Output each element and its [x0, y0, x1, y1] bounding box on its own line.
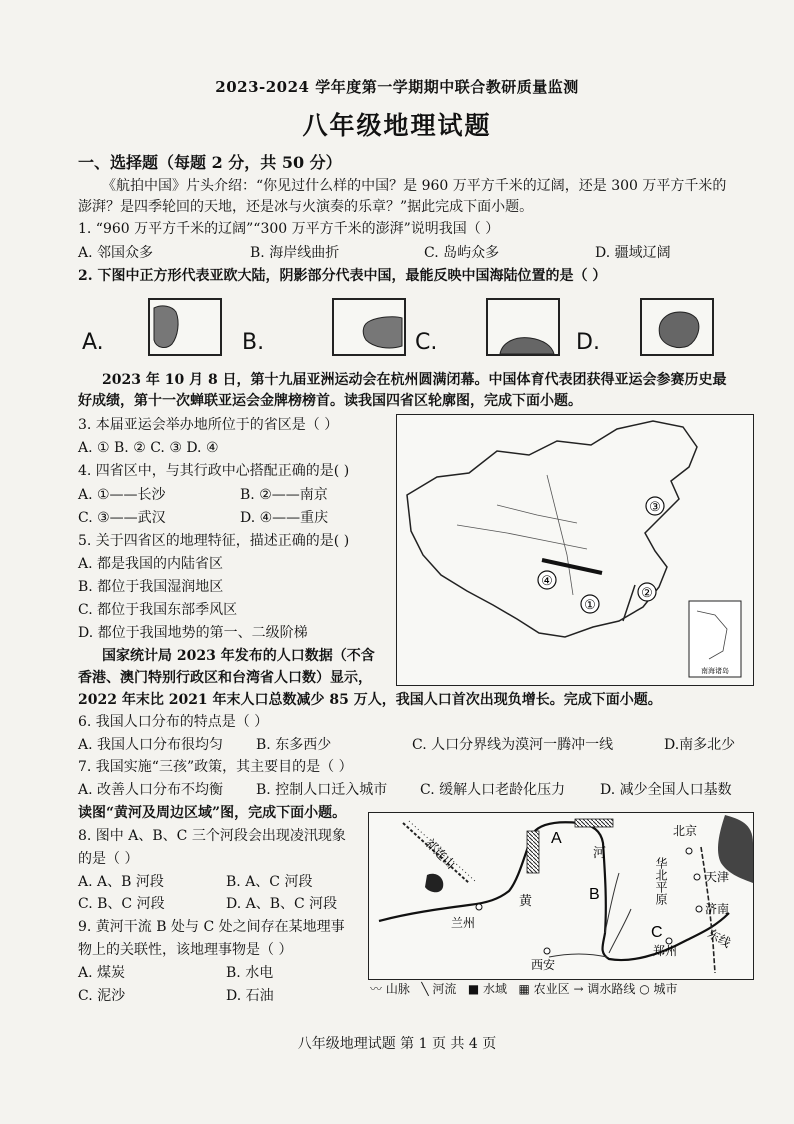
label-c: C — [651, 924, 663, 941]
intro1-line1: 《航拍中国》片头介绍：“你见过什么样的中国？是 960 万平方千米的辽阔，还是 300 万平方千米的 — [102, 178, 727, 194]
yellow-river-svg — [369, 813, 753, 979]
south-sea-inset — [689, 601, 741, 677]
label-lanzhou: 兰州 — [451, 916, 476, 930]
legend-mountain: 山脉 — [385, 982, 410, 996]
q4-option-a: A. ①——长沙 — [78, 487, 166, 503]
intro2-line1: 2023 年 10 月 8 日，第十九届亚洲运动会在杭州圆满闭幕。中国体育代表团获得亚运会参赛历史最 — [102, 372, 727, 388]
exam-title-line1: 2023-2024 学年度第一学期期中联合教研质量监测 — [215, 78, 579, 96]
q5-option-b: B. 都位于我国湿润地区 — [78, 579, 224, 595]
label-zhengzhou: 郑州 — [653, 944, 678, 958]
label-b: B — [589, 886, 600, 903]
river-legend-icon: ╲ — [421, 982, 429, 996]
china-provinces-map — [396, 414, 754, 686]
q5-option-d: D. 都位于我国地势的第一、二级阶梯 — [78, 625, 308, 641]
q2-label-a: A. — [82, 330, 104, 355]
label-tianjin: 天津 — [705, 870, 730, 884]
label-huang: 黄 — [519, 894, 533, 909]
q2-label-c: C. — [415, 330, 438, 355]
inset-caption: 南海诸岛 — [701, 667, 729, 675]
q2-label-b: B. — [242, 330, 265, 355]
intro1-line2: 澎湃？是四季轮回的天地，还是冰与火演奏的乐章？”据此完成下面小题。 — [78, 199, 534, 215]
q9-option-c: C. 泥沙 — [78, 988, 126, 1004]
label-east-route: 东线 — [705, 926, 734, 951]
q8-option-c: C. B、C 河段 — [78, 896, 165, 912]
yellow-river-map — [368, 812, 754, 980]
q5-option-a: A. 都是我国的内陆省区 — [78, 556, 224, 572]
legend-water: 水域 — [483, 982, 508, 996]
q9-option-a: A. 煤炭 — [78, 965, 126, 981]
q6-option-a: A. 我国人口分布很均匀 — [78, 737, 224, 753]
q9-stem-line1: 9. 黄河干流 B 处与 C 处之间存在某地理事 — [78, 919, 345, 935]
province-label-3: ③ — [649, 500, 661, 515]
q7-option-b: B. 控制人口迁入城市 — [256, 782, 388, 798]
q6-option-b: B. 东多西少 — [256, 737, 332, 753]
intro3-line3: 2022 年末比 2021 年末人口总数减少 85 万人，我国人口首次出现负增长。完成下面小题。 — [78, 692, 662, 708]
q1-stem: 1. “960 万平方千米的辽阔”“300 万平方千米的澎湃”说明我国（ ） — [78, 221, 500, 237]
province-label-4: ④ — [541, 574, 553, 589]
q6-option-c: C. 人口分界线为漠河一腾冲一线 — [412, 737, 614, 753]
q2-shape-a — [150, 300, 220, 354]
farm-legend-icon: ▦ — [518, 982, 530, 996]
q6-option-d: D.南多北少 — [664, 737, 736, 753]
q2-diagram-d — [640, 298, 714, 356]
label-beijing: 北京 — [673, 824, 698, 838]
q3-options: A. ① B. ② C. ③ D. ④ — [78, 440, 219, 456]
q8-stem-line1: 8. 图中 A、B、C 三个河段会出现凌汛现象 — [78, 828, 346, 844]
q2-shape-d — [642, 300, 712, 354]
q2-diagram-c — [486, 298, 560, 356]
exam-title-line2: 八年级地理试题 — [302, 111, 492, 140]
intro4: 读图“黄河及周边区域”图，完成下面小题。 — [78, 805, 347, 821]
q4-option-c: C. ③——武汉 — [78, 510, 166, 526]
q5-option-c: C. 都位于我国东部季风区 — [78, 602, 238, 618]
china-outline-svg — [397, 415, 753, 685]
q4-option-b: B. ②——南京 — [240, 487, 328, 503]
q2-diagram-a — [148, 298, 222, 356]
q7-option-a: A. 改善人口分布不均衡 — [78, 782, 224, 798]
q1-option-b: B. 海岸线曲折 — [250, 245, 340, 261]
mountain-legend-icon: 〰 — [370, 982, 383, 996]
q8-option-d: D. A、B、C 河段 — [226, 896, 338, 912]
q1-option-d: D. 疆域辽阔 — [595, 245, 671, 261]
q9-stem-line2: 物上的关联性，该地理事物是（ ） — [78, 942, 293, 958]
label-xian: 西安 — [531, 958, 556, 972]
province-label-1: ① — [584, 598, 596, 613]
q8-stem-line2: 的是（ ） — [78, 851, 139, 867]
label-he: 河 — [593, 846, 607, 861]
map-legend — [370, 980, 678, 997]
q4-stem: 4. 四省区中，与其行政中心搭配正确的是( ) — [78, 463, 350, 479]
label-jinan: 济南 — [705, 902, 730, 916]
q4-option-d: D. ④——重庆 — [240, 510, 329, 526]
province-label-2: ② — [641, 586, 653, 601]
legend-river: 河流 — [432, 982, 457, 996]
q2-stem: 2. 下图中正方形代表亚欧大陆，阴影部分代表中国，最能反映中国海陆位置的是（ ） — [78, 268, 607, 284]
intro3-line2: 香港、澳门特别行政区和台湾省人口数）显示， — [78, 670, 372, 686]
label-a: A — [551, 830, 562, 847]
legend-route: 调水路线 — [587, 982, 636, 996]
q2-shape-b — [334, 300, 404, 354]
q8-option-a: A. A、B 河段 — [78, 874, 164, 890]
q7-stem: 7. 我国实施“三孩”政策，其主要目的是（ ） — [78, 759, 353, 775]
water-legend-icon: ■ — [467, 982, 480, 996]
q2-label-d: D. — [576, 330, 600, 355]
q1-option-a: A. 邻国众多 — [78, 245, 154, 261]
intro3-line1: 国家统计局 2023 年发布的人口数据（不含 — [102, 648, 375, 664]
q7-option-d: D. 减少全国人口基数 — [600, 782, 732, 798]
page-footer: 八年级地理试题 第 1 页 共 4 页 — [297, 1036, 497, 1052]
section-heading: 一、选择题（每题 2 分，共 50 分） — [78, 153, 342, 172]
q9-option-b: B. 水电 — [226, 965, 274, 981]
route-legend-icon: → — [573, 982, 584, 996]
q7-option-c: C. 缓解人口老龄化压力 — [420, 782, 566, 798]
city-legend-icon: ○ — [639, 982, 650, 996]
intro2-line2: 好成绩，第十一次蝉联亚运会金牌榜榜首。读我国四省区轮廓图，完成下面小题。 — [78, 393, 582, 409]
q6-stem: 6. 我国人口分布的特点是（ ） — [78, 714, 269, 730]
legend-farm: 农业区 — [533, 982, 570, 996]
legend-city: 城市 — [653, 982, 678, 996]
q8-option-b: B. A、C 河段 — [226, 874, 313, 890]
q2-shape-c — [488, 300, 558, 354]
q3-stem: 3. 本届亚运会举办地所位于的省区是（ ） — [78, 417, 339, 433]
q1-option-c: C. 岛屿众多 — [424, 245, 500, 261]
label-north-china-plain: 华北平原 — [654, 857, 668, 905]
label-qilian-mountain: 祁连山 — [422, 836, 459, 872]
q2-diagram-b — [332, 298, 406, 356]
q9-option-d: D. 石油 — [226, 988, 274, 1004]
q5-stem: 5. 关于四省区的地理特征，描述正确的是( ) — [78, 533, 350, 549]
